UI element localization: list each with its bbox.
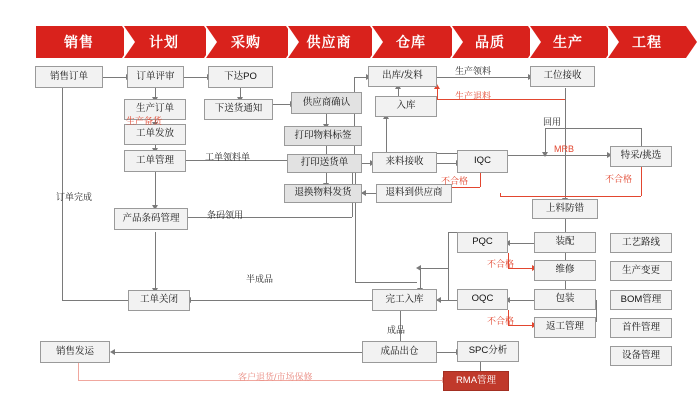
node-packaging[interactable]: 包装: [534, 289, 596, 310]
connector: [437, 77, 529, 78]
node-spc-analysis[interactable]: SPC分析: [457, 341, 519, 362]
connector: [355, 165, 356, 282]
connector: [103, 77, 127, 78]
ribbon-item-plan[interactable]: 计划: [124, 26, 204, 58]
node-oqc[interactable]: OQC: [457, 289, 508, 310]
connector: [596, 300, 597, 322]
node-process-route[interactable]: 工艺路线: [610, 233, 672, 253]
connector: [508, 300, 534, 301]
connector-return: [437, 88, 438, 99]
label-finished-goods: 成品: [387, 325, 406, 335]
node-return-material-ship[interactable]: 退换物料发货: [284, 184, 362, 203]
label-semi-finished: 半成品: [246, 274, 274, 284]
node-supplier-confirm[interactable]: 供应商确认: [291, 92, 362, 114]
node-issue-po[interactable]: 下达PO: [208, 66, 273, 88]
label-production-prep: 生产备货: [126, 116, 163, 126]
node-print-material-label[interactable]: 打印物料标签: [284, 126, 362, 146]
arrow: [110, 349, 115, 355]
node-inbound[interactable]: 入库: [375, 96, 437, 117]
label-ng-oqc: 不合格: [487, 316, 515, 326]
ribbon-nav: [0, 26, 700, 58]
node-print-delivery-note[interactable]: 打印送货单: [287, 154, 362, 173]
label-ng-pqc: 不合格: [487, 259, 515, 269]
node-rma-mgmt[interactable]: RMA管理: [443, 371, 509, 391]
node-send-delivery-notice[interactable]: 下送货通知: [204, 99, 273, 120]
node-pqc[interactable]: PQC: [457, 232, 508, 253]
ribbon-item-purchase[interactable]: 采购: [206, 26, 286, 58]
connector: [545, 128, 546, 154]
connector: [386, 118, 387, 153]
connector: [273, 104, 291, 105]
ribbon-item-supplier[interactable]: 供应商: [288, 26, 370, 58]
label-ng-iqc: 不合格: [441, 176, 469, 186]
node-equipment-mgmt[interactable]: 设备管理: [610, 346, 672, 366]
node-work-order-mgmt[interactable]: 工单管理: [124, 150, 186, 172]
arrow: [542, 152, 548, 157]
connector: [184, 77, 208, 78]
connector: [420, 268, 448, 269]
label-barcode-pick: 条码领用: [207, 210, 244, 220]
label-production-return: 生产退料: [455, 91, 492, 101]
node-sales-order[interactable]: 销售订单: [35, 66, 103, 88]
ribbon-item-sales[interactable]: 销售: [36, 26, 122, 58]
connector-ng: [500, 193, 501, 196]
node-special-pick[interactable]: 特采/挑选: [610, 146, 672, 167]
connector: [155, 172, 156, 208]
node-sales-shipment[interactable]: 销售发运: [40, 341, 110, 363]
node-feeding-mistake-proof[interactable]: 上料防错: [532, 199, 598, 219]
node-finished-inbound[interactable]: 完工入库: [372, 289, 437, 311]
node-station-receive[interactable]: 工位接收: [530, 66, 595, 87]
node-production-change[interactable]: 生产变更: [610, 261, 672, 281]
node-outbound-issue[interactable]: 出库/发料: [368, 66, 437, 87]
node-first-part-mgmt[interactable]: 首件管理: [610, 318, 672, 338]
connector: [355, 282, 417, 283]
node-finished-outbound[interactable]: 成品出仓: [362, 341, 437, 363]
node-iqc[interactable]: IQC: [457, 150, 508, 173]
node-work-order-close[interactable]: 工单关闭: [128, 290, 190, 311]
label-reuse: 回用: [543, 117, 562, 127]
node-bom-mgmt[interactable]: BOM管理: [610, 290, 672, 310]
connector: [420, 268, 421, 290]
ribbon-item-warehouse[interactable]: 仓库: [372, 26, 450, 58]
connector: [508, 243, 534, 244]
node-return-to-supplier[interactable]: 退料到供应商: [376, 184, 452, 203]
connector: [112, 352, 362, 353]
node-rework-mgmt[interactable]: 返工管理: [534, 317, 596, 338]
connector: [545, 128, 641, 129]
node-work-order-issue[interactable]: 工单发放: [124, 124, 186, 145]
connector: [508, 155, 608, 156]
label-mrb: MRB: [554, 144, 574, 154]
connector: [354, 77, 355, 161]
connector-ng: [500, 196, 641, 197]
label-ng-special: 不合格: [605, 174, 633, 184]
connector-ng: [641, 166, 642, 196]
connector: [448, 232, 449, 300]
node-incoming-receipt[interactable]: 来料接收: [372, 152, 437, 173]
connector: [437, 163, 457, 164]
connector-rma: [78, 362, 79, 380]
node-repair[interactable]: 维修: [534, 260, 596, 281]
node-order-review[interactable]: 订单评审: [127, 66, 184, 88]
node-product-barcode-mgmt[interactable]: 产品条码管理: [114, 208, 188, 230]
connector-ng: [480, 173, 481, 187]
node-production-order[interactable]: 生产订单: [124, 99, 186, 120]
label-work-order-pick-list: 工单领料单: [205, 152, 251, 162]
connector: [62, 300, 128, 301]
label-order-complete: 订单完成: [56, 192, 93, 202]
ribbon-item-quality[interactable]: 品质: [452, 26, 528, 58]
label-customer-return: 客户退货/市场保修: [238, 372, 313, 382]
ribbon-item-engineering[interactable]: 工程: [608, 26, 686, 58]
node-assembly[interactable]: 装配: [534, 232, 596, 253]
connector: [62, 77, 63, 300]
connector: [155, 232, 156, 290]
label-production-pick: 生产领料: [455, 66, 492, 76]
ribbon-item-production[interactable]: 生产: [530, 26, 606, 58]
connector: [437, 352, 457, 353]
